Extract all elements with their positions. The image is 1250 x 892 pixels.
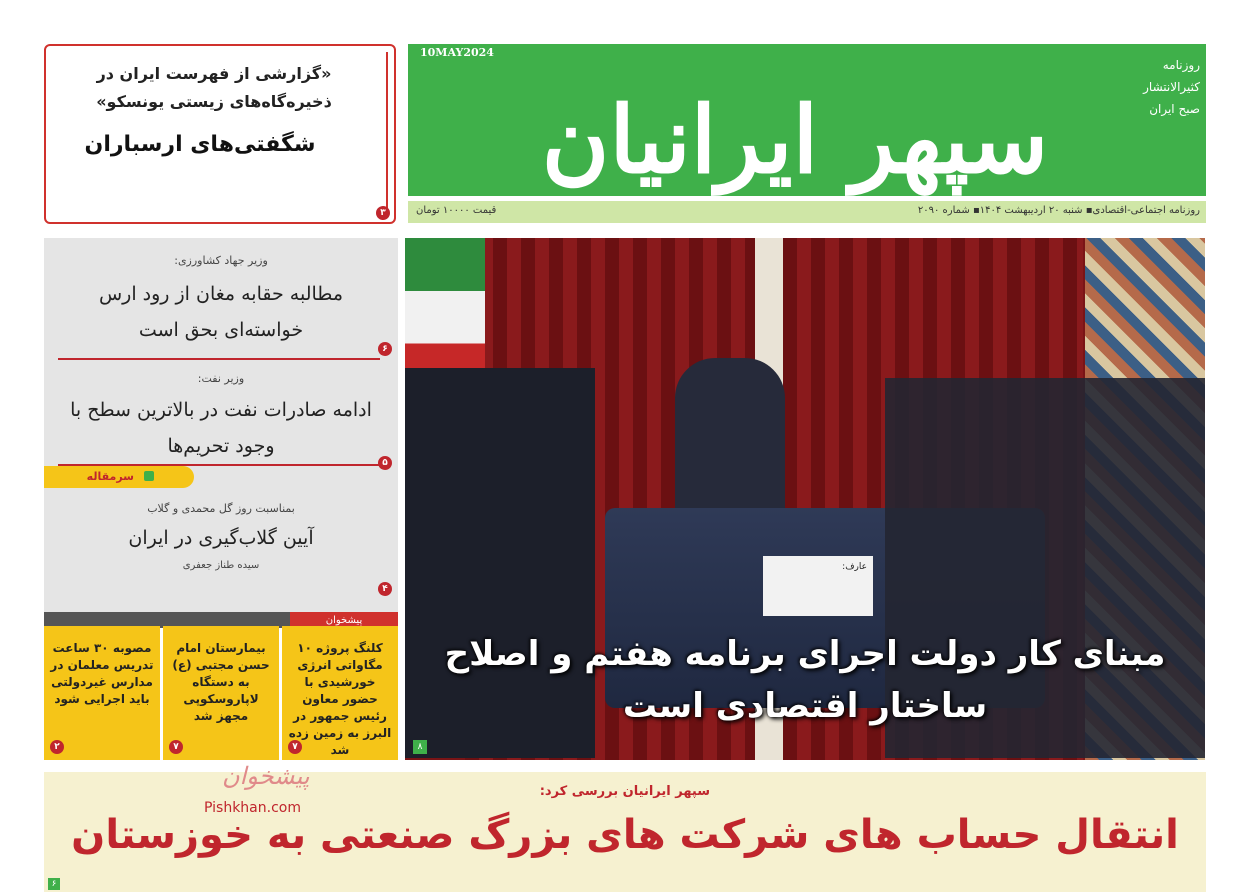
bottom-story[interactable] bbox=[44, 772, 1206, 892]
lead-photo[interactable] bbox=[405, 238, 1205, 760]
page-number-badge: ۶ bbox=[48, 878, 60, 890]
pishkhan-tab: پیشخوان bbox=[290, 612, 398, 630]
page-number-badge: ۸ bbox=[413, 740, 427, 754]
page-number-badge: ۵ bbox=[378, 456, 392, 470]
item-author: سیده طناز جعفری bbox=[182, 560, 260, 571]
item-headline[interactable]: آیین گلاب‌گیری در ایران bbox=[128, 527, 314, 549]
item-headline[interactable]: ادامه صادرات نفت در بالاترین سطح با وجود تحریم‌ها bbox=[70, 399, 372, 457]
news-box-solar[interactable] bbox=[282, 626, 398, 760]
page-number-badge: ۷ bbox=[288, 740, 302, 754]
item-label: بمناسبت روز گل محمدی و گلاب bbox=[147, 502, 295, 515]
page-number-badge: ۲ bbox=[50, 740, 64, 754]
box-text: بیمارستان امام حسن مجتبی (ع) به دستگاه لاپاروسکوپی مجهز شد bbox=[172, 641, 270, 723]
publication-meta bbox=[1105, 54, 1200, 120]
page-number-badge: ۴ bbox=[378, 582, 392, 596]
news-box-teachers[interactable] bbox=[44, 626, 160, 760]
nameplate: عارف: bbox=[763, 556, 873, 616]
meta-line: صبح ایران bbox=[1149, 102, 1200, 116]
bottom-subhead: سپهر ایرانیان بررسی کرد: bbox=[539, 784, 710, 799]
divider bbox=[58, 358, 380, 360]
news-column bbox=[44, 238, 398, 612]
issue-date: 10MAY2024 bbox=[420, 46, 494, 59]
info-bar bbox=[408, 201, 1206, 223]
item-label: وزیر جهاد کشاورزی: bbox=[174, 254, 268, 267]
editorial-icon bbox=[144, 471, 154, 481]
meta-line: کثیرالانتشار bbox=[1143, 80, 1200, 94]
feature-headline: شگفتی‌های ارسباران bbox=[84, 132, 316, 157]
central-figure bbox=[675, 358, 785, 508]
page-number-badge: ۷ bbox=[169, 740, 183, 754]
editorial-tag bbox=[44, 466, 194, 488]
item-label: وزیر نفت: bbox=[197, 372, 245, 385]
box-text: مصوبه ۳۰ ساعت تدریس معلمان در مدارس غیردولتی باید اجرایی شود bbox=[50, 641, 154, 706]
item-headline[interactable]: مطالبه حقابه مغان از رود ارس خواسته‌ای بحق است bbox=[98, 283, 344, 341]
box-text: کلنگ پروژه ۱۰ مگاواتی انرژی خورشیدی با حضور معاون رئیس جمهور در البرز به زمین زده شد bbox=[288, 641, 392, 757]
page-number-badge: ۳ bbox=[376, 206, 390, 220]
editorial-label: سرمقاله bbox=[86, 470, 134, 483]
newspaper-logo: سپهر ایرانیان bbox=[541, 86, 1049, 194]
ramsar-feature-box[interactable] bbox=[44, 44, 396, 224]
price: قیمت ۱۰۰۰۰ تومان bbox=[416, 205, 497, 216]
page-number-badge: ۶ bbox=[378, 342, 392, 356]
news-box-hospital[interactable] bbox=[163, 626, 279, 760]
bottom-headline: انتقال حساب های شرکت های بزرگ صنعتی به خوزستان bbox=[71, 812, 1179, 858]
photo-headline[interactable]: مبنای کار دولت اجرای برنامه هفتم و اصلاح ساختار اقتصادی است bbox=[444, 634, 1166, 726]
issue-info: روزنامه اجتماعی-اقتصادی▪ شنبه ۲۰ اردیبهشت ۱۴۰۴▪ شماره ۲۰۹۰ bbox=[917, 205, 1200, 216]
watermark-url: Pishkhan.com bbox=[204, 800, 301, 816]
feature-quote: «گزارشی از فهرست ایران در ذخیره‌گاه‌های زیستی یونسکو» bbox=[96, 64, 332, 111]
watermark-brand: پیشخوان bbox=[222, 762, 310, 790]
meta-line: روزنامه bbox=[1162, 58, 1200, 72]
